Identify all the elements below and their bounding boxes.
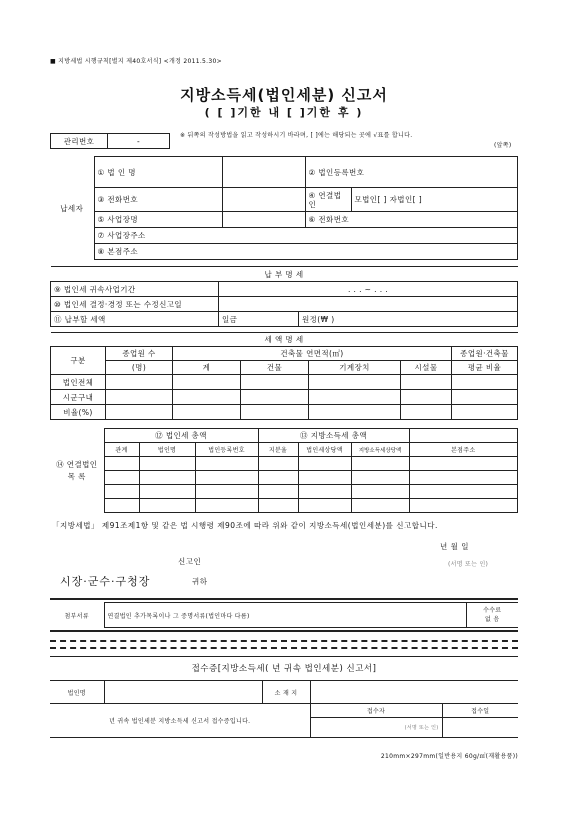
consol-cell[interactable] (258, 457, 298, 471)
amount-label: ⑪ 납부할 세액 (51, 312, 219, 327)
consol-cell[interactable] (258, 499, 298, 513)
divider (50, 656, 518, 657)
consol-cell[interactable] (195, 485, 258, 499)
consol-col-name: 법인명 (139, 443, 195, 457)
ratio-col-area: 건축물 연면적(㎡) (173, 347, 452, 361)
ratio-col-avg: 종업원·건축물 (452, 347, 518, 361)
consol-cell[interactable] (104, 471, 139, 485)
consol-list-label-line1: ⑭ 연결법인 (56, 459, 98, 469)
payment-section-title: 납 부 명 세 (51, 267, 518, 282)
attachments-table (50, 602, 518, 628)
period-field[interactable]: . . . ~ . . . (219, 282, 518, 297)
consol-cell[interactable] (409, 457, 517, 471)
corp-name-label: ① 법 인 명 (94, 157, 222, 188)
recipient: 시장·군수·구청장 (60, 575, 151, 588)
declaration-date[interactable]: 년 월 일 (440, 542, 470, 551)
consol-col-hq: 본점주소 (409, 443, 517, 457)
consol-cell[interactable] (409, 485, 517, 499)
consol-cell[interactable] (139, 499, 195, 513)
consol-cell[interactable] (351, 471, 409, 485)
receiver-label: 접수자 (310, 704, 442, 718)
taxpayer-table (50, 156, 518, 260)
page-side: (앞쪽) (494, 142, 512, 149)
ratio-col-avg2: 평균 비율 (452, 361, 518, 375)
ratio-section-title: 세 액 명 세 (51, 333, 518, 347)
fee-box (466, 603, 518, 628)
phone-field[interactable] (222, 188, 305, 212)
corp-name-field[interactable] (222, 157, 305, 188)
reporter-sign[interactable]: (서명 또는 인) (448, 561, 489, 568)
instruction-note: ※ 뒤쪽의 작성방법을 읽고 작성하시기 바라며, [ ]에는 해당되는 곳에 √표를 합니다. (180, 132, 413, 139)
ratio-cell[interactable] (401, 405, 452, 420)
mgmt-number-box (50, 133, 170, 149)
cut-line (50, 647, 518, 649)
ratio-row-label: 시군구내 (51, 390, 106, 405)
ratio-cell[interactable] (106, 390, 173, 405)
receipt-table (50, 680, 518, 738)
amount-won[interactable]: 원정(₩ ) (299, 312, 518, 327)
receipt-corp-name-label: 법인명 (50, 681, 104, 704)
receipt-location-field[interactable] (310, 681, 518, 704)
form-title: 지방소득세(법인세분) 신고서 (180, 86, 388, 104)
paper-spec: 210mm×297mm(일반용지 60g/㎡(재활용품)) (380, 753, 518, 760)
consol-cell[interactable] (298, 471, 351, 485)
recipient-honorific: 귀하 (192, 577, 208, 586)
consol-cell[interactable] (104, 499, 139, 513)
mgmt-number-field[interactable]: - (108, 134, 170, 149)
consol-cell[interactable] (139, 485, 195, 499)
ratio-cell[interactable] (106, 405, 173, 420)
ratio-col-kind: 구분 (51, 347, 106, 375)
consol-cell[interactable] (195, 499, 258, 513)
ratio-cell[interactable] (309, 375, 401, 390)
period-label: ⑨ 법인세 귀속사업기간 (51, 282, 219, 297)
reporter-label: 신고인 (178, 557, 202, 566)
consol-cell[interactable] (351, 499, 409, 513)
consol-cell[interactable] (351, 485, 409, 499)
corp-reg-label: ② 법인등록번호 (305, 157, 518, 188)
ratio-sub-total: 계 (173, 361, 241, 375)
ratio-sub-facility: 시설물 (401, 361, 452, 375)
consol-col-relation: 관계 (104, 443, 139, 457)
ratio-cell[interactable] (173, 405, 241, 420)
consol-label: ④ 연결법인 (305, 188, 351, 212)
consol-cell[interactable] (298, 485, 351, 499)
phone-label: ③ 전화번호 (94, 188, 222, 212)
consol-cell[interactable] (139, 457, 195, 471)
ratio-cell[interactable] (309, 390, 401, 405)
receipt-location-label: 소 재 지 (262, 681, 310, 704)
consol-cell[interactable] (139, 471, 195, 485)
ratio-cell[interactable] (309, 405, 401, 420)
ratio-cell[interactable] (173, 390, 241, 405)
amount-korean[interactable]: 일금 (219, 312, 299, 327)
fee-label: 수수료 (483, 607, 502, 614)
corp-tax-total-label: ⑫ 법인세 총액 (104, 429, 258, 443)
ratio-sub-building: 건물 (241, 361, 309, 375)
ratio-cell[interactable] (241, 405, 309, 420)
consol-list-label-line2: 목 록 (67, 471, 86, 481)
taxpayer-section-label: 납세자 (60, 203, 84, 213)
receipt-date-label: 접수일 (442, 704, 518, 718)
ratio-row-label: 법인전체 (51, 375, 106, 390)
attachments-content: 연결법인 추가목록이나 그 증명서류(법인마다 다름) (104, 603, 466, 628)
ratio-sub-machine: 기계장치 (309, 361, 401, 375)
workplace-field[interactable] (222, 212, 305, 228)
receiver-sign[interactable]: (서명 또는 인) (310, 718, 442, 738)
consol-list-label (50, 429, 104, 513)
ratio-cell[interactable] (452, 405, 518, 420)
regulation-reference: ■ 지방세법 시행규칙[별지 제40호서식] <개정 2011.5.30> (50, 58, 222, 65)
consol-col-share: 지분율 (258, 443, 298, 457)
declaration-statement: 「지방세법」 제91조제1항 및 같은 법 시행령 제90조에 따라 위와 같이 지방소득세(법인세분)를 신고합니다. (52, 521, 438, 530)
consol-cell[interactable] (195, 457, 258, 471)
hq-address-label: ⑧ 본점주소 (94, 244, 518, 260)
address-label: ⑦ 사업장주소 (94, 228, 518, 244)
consol-cell[interactable] (351, 457, 409, 471)
consol-col-local-tax: 지방소득세상당액 (351, 443, 409, 457)
consol-cell[interactable] (298, 499, 351, 513)
ratio-cell[interactable] (452, 375, 518, 390)
ratio-col-staff-unit: (명) (106, 361, 173, 375)
receipt-date-field[interactable] (442, 718, 518, 738)
ratio-cell[interactable] (173, 375, 241, 390)
consol-col-corp-tax: 법인세상당액 (298, 443, 351, 457)
phone2-label: ⑥ 전화번호 (305, 212, 518, 228)
fee-value: 없 음 (485, 616, 500, 623)
ratio-cell[interactable] (241, 375, 309, 390)
consol-cell[interactable] (104, 485, 139, 499)
consol-col-reg: 법인등록번호 (195, 443, 258, 457)
ratio-cell[interactable] (452, 390, 518, 405)
divider (50, 630, 518, 632)
local-tax-total-label: ⑬ 지방소득세 총액 (258, 429, 409, 443)
consol-cell[interactable] (258, 485, 298, 499)
payment-table (50, 266, 518, 327)
ratio-table (50, 332, 518, 420)
cut-line (50, 640, 518, 642)
attachments-label: 첨부서류 (64, 612, 89, 620)
receipt-confirm: 년 귀속 법인세분 지방소득세 신고서 접수증입니다. (50, 704, 310, 738)
consol-cell[interactable] (195, 471, 258, 485)
ratio-cell[interactable] (106, 375, 173, 390)
consol-cell[interactable] (258, 471, 298, 485)
ratio-cell[interactable] (401, 390, 452, 405)
ratio-row-label: 비율(%) (51, 405, 106, 420)
consol-cell[interactable] (104, 457, 139, 471)
receipt-title: 접수증[지방소득세( 년 귀속 법인세분) 신고서] (191, 664, 377, 674)
workplace-label: ⑤ 사업장명 (94, 212, 222, 228)
consol-cell[interactable] (409, 471, 517, 485)
divider (50, 598, 518, 600)
mgmt-number-label: 관리번호 (51, 134, 108, 149)
tax-total-field[interactable] (409, 429, 517, 443)
consol-cell[interactable] (409, 499, 517, 513)
decision-date-label: ⑩ 법인세 결정·경정 또는 수정신고일 (51, 297, 219, 312)
ratio-cell[interactable] (241, 390, 309, 405)
form-subtitle: ( [ ]기한 내 [ ]기한 후 ) (204, 106, 364, 119)
receipt-corp-name-field[interactable] (104, 681, 262, 704)
consol-options[interactable]: 모법인[ ] 자법인[ ] (351, 188, 518, 212)
decision-date-field[interactable] (219, 297, 518, 312)
ratio-cell[interactable] (401, 375, 452, 390)
consolidated-table (50, 428, 518, 513)
consol-cell[interactable] (298, 457, 351, 471)
ratio-col-staff: 종업원 수 (106, 347, 173, 361)
